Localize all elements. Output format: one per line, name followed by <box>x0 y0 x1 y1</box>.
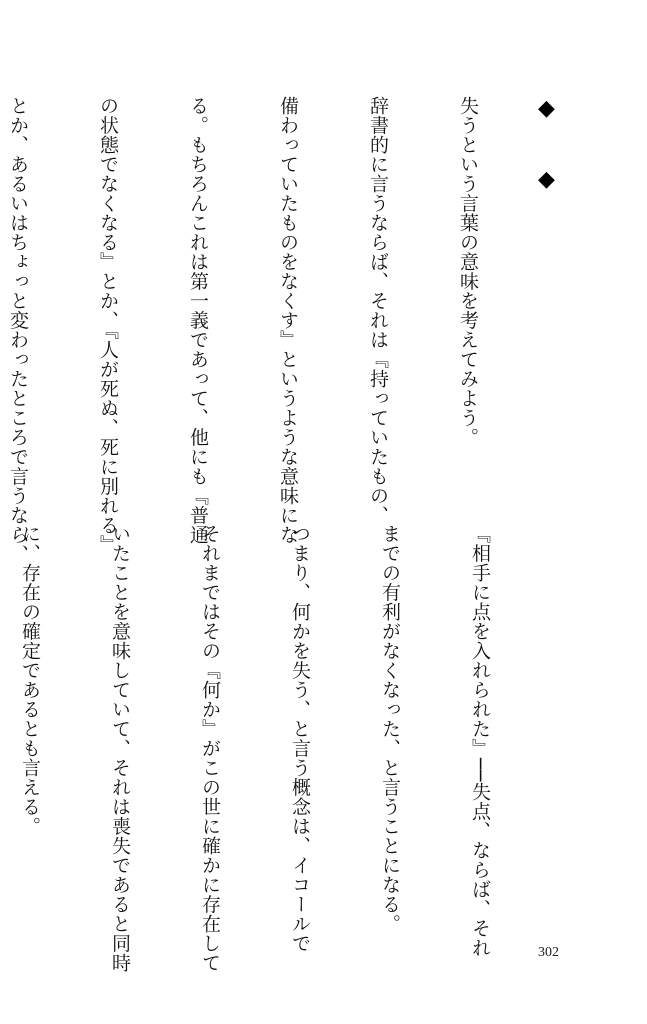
text-line: いたことを意味していて、それは喪失であると同時 <box>109 524 131 973</box>
page-number: 302 <box>538 945 559 960</box>
text-line: つまり、何かを失う、と言う概念は、イコールで <box>289 524 311 953</box>
text-line: る。もちろんこれは第一義であって、他にも『普通 <box>187 96 209 545</box>
text-line: とか、あるいはちょっと変わったところで言うなら、 <box>7 96 29 564</box>
text-line: までの有利がなくなった、と言うことになる。 <box>379 524 401 934</box>
diamond-ornament-icon: ◆◆ <box>534 96 559 238</box>
text-line: 備わっていたものをなくす』というような意味にな <box>277 96 299 545</box>
text-line: それまではその『何か』がこの世に確かに存在して <box>199 524 221 973</box>
text-line: 失うという言葉の意味を考えてみよう。 <box>457 96 479 447</box>
upper-text-block <box>0 96 543 564</box>
text-line: 辞書的に言うならば、それは『持っていたもの、 <box>367 96 389 525</box>
text-line: 『相手に点を入れられた』──失点、ならば、それ <box>469 524 491 958</box>
text-line: に、存在の確定であるとも言える。 <box>19 524 41 836</box>
text-line: の状態でなくなる』とか、『人が死ぬ、死に別れる』 <box>97 96 119 555</box>
